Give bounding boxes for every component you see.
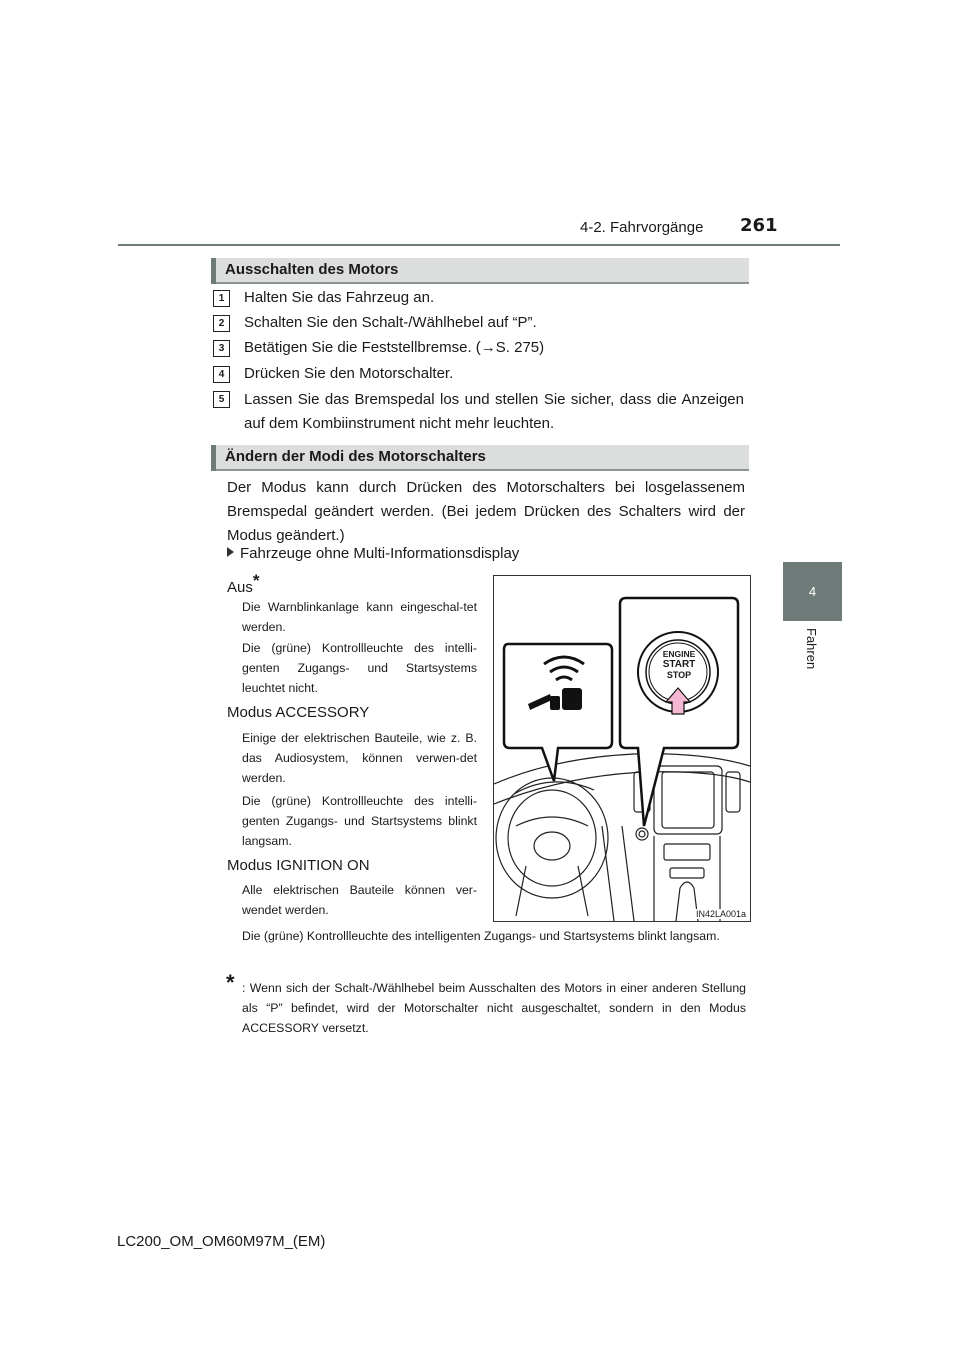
chapter-tab-number: 4 — [808, 584, 817, 599]
step-text-3: Betätigen Sie die Feststellbremse. (→S. 275) — [244, 339, 545, 356]
step-number-5: 5 — [213, 391, 230, 408]
mode-ignition-desc-2: Die (grüne) Kontrollleuchte des intelligenten Zugangs- und Startsystems blinkt langsam. — [242, 929, 720, 943]
modes-intro: Der Modus kann durch Drücken des Motorschalters bei losgelassenem Bremspedal geändert werden. (Bei jedem Drücken des Schalters wird der Modus geändert.) — [227, 479, 745, 544]
step-number-1: 1 — [213, 290, 230, 307]
engine-button-label-1: ENGINE — [662, 649, 696, 659]
mode-off-desc-1: Die Warnblinkanlage kann eingeschal-tet werden. — [242, 600, 477, 634]
section-heading-engine-off: Ausschalten des Motors — [211, 258, 749, 284]
step-text-5: Lassen Sie das Bremspedal los und stellen Sie sicher, dass die Anzeigen auf dem Kombiinstrument nicht mehr leuchten. — [244, 391, 744, 432]
step-text-2: Schalten Sie den Schalt-/Wählhebel auf “P”. — [244, 314, 537, 331]
step-number-4: 4 — [213, 366, 230, 383]
footnote-text: : Wenn sich der Schalt-/Wählhebel beim Ausschalten des Motors in einer anderen Stellung als “P” befindet, wird der Motorschalter nicht ausgeschaltet, sondern in den Modus ACCESSORY versetzt. — [242, 981, 746, 1035]
step-number-2: 2 — [213, 315, 230, 332]
mode-off-desc-2: Die (grüne) Kontrollleuchte des intelli-genten Zugangs- und Startsystems leuchtet nicht. — [242, 641, 477, 695]
mode-ignition-title: Modus IGNITION ON — [227, 857, 370, 874]
page-number: 261 — [740, 215, 778, 236]
section-title: 4-2. Fahrvorgänge — [580, 219, 704, 236]
step-text-1: Halten Sie das Fahrzeug an. — [244, 289, 435, 306]
mode-accessory-title: Modus ACCESSORY — [227, 704, 370, 721]
footnote-reference-mark: * — [252, 571, 260, 590]
document-id: LC200_OM_OM60M97M_(EM) — [117, 1233, 326, 1250]
mode-accessory-desc-1: Einige der elektrischen Bauteile, wie z. B. das Audiosystem, können verwen-det werden. — [242, 731, 477, 785]
section-heading-switch-modes: Ändern der Modi des Motorschalters — [211, 445, 749, 471]
vehicle-variant-bullet: Fahrzeuge ohne Multi-Informationsdisplay — [227, 545, 519, 562]
footnote-mark: * — [226, 970, 235, 995]
header-rule — [118, 244, 840, 246]
triangle-bullet-icon — [227, 547, 234, 557]
engine-button-label-2: START — [662, 659, 696, 670]
mode-accessory-desc-2: Die (grüne) Kontrollleuchte des intelli-genten Zugangs- und Startsystems blinkt langsam. — [242, 794, 477, 848]
mode-off-title: Aus* — [227, 571, 260, 596]
dashboard-drawing — [494, 576, 750, 921]
mode-ignition-desc-1: Alle elektrischen Bauteile können ver-wendet werden. — [242, 883, 477, 917]
chapter-tab-label: Fahren — [804, 628, 819, 670]
step-text-4: Drücken Sie den Motorschalter. — [244, 365, 454, 382]
step-number-3: 3 — [213, 340, 230, 357]
engine-button-label-3: STOP — [666, 670, 692, 680]
figure-code: IN42LA001a — [695, 909, 746, 919]
engine-switch-illustration — [493, 575, 751, 922]
